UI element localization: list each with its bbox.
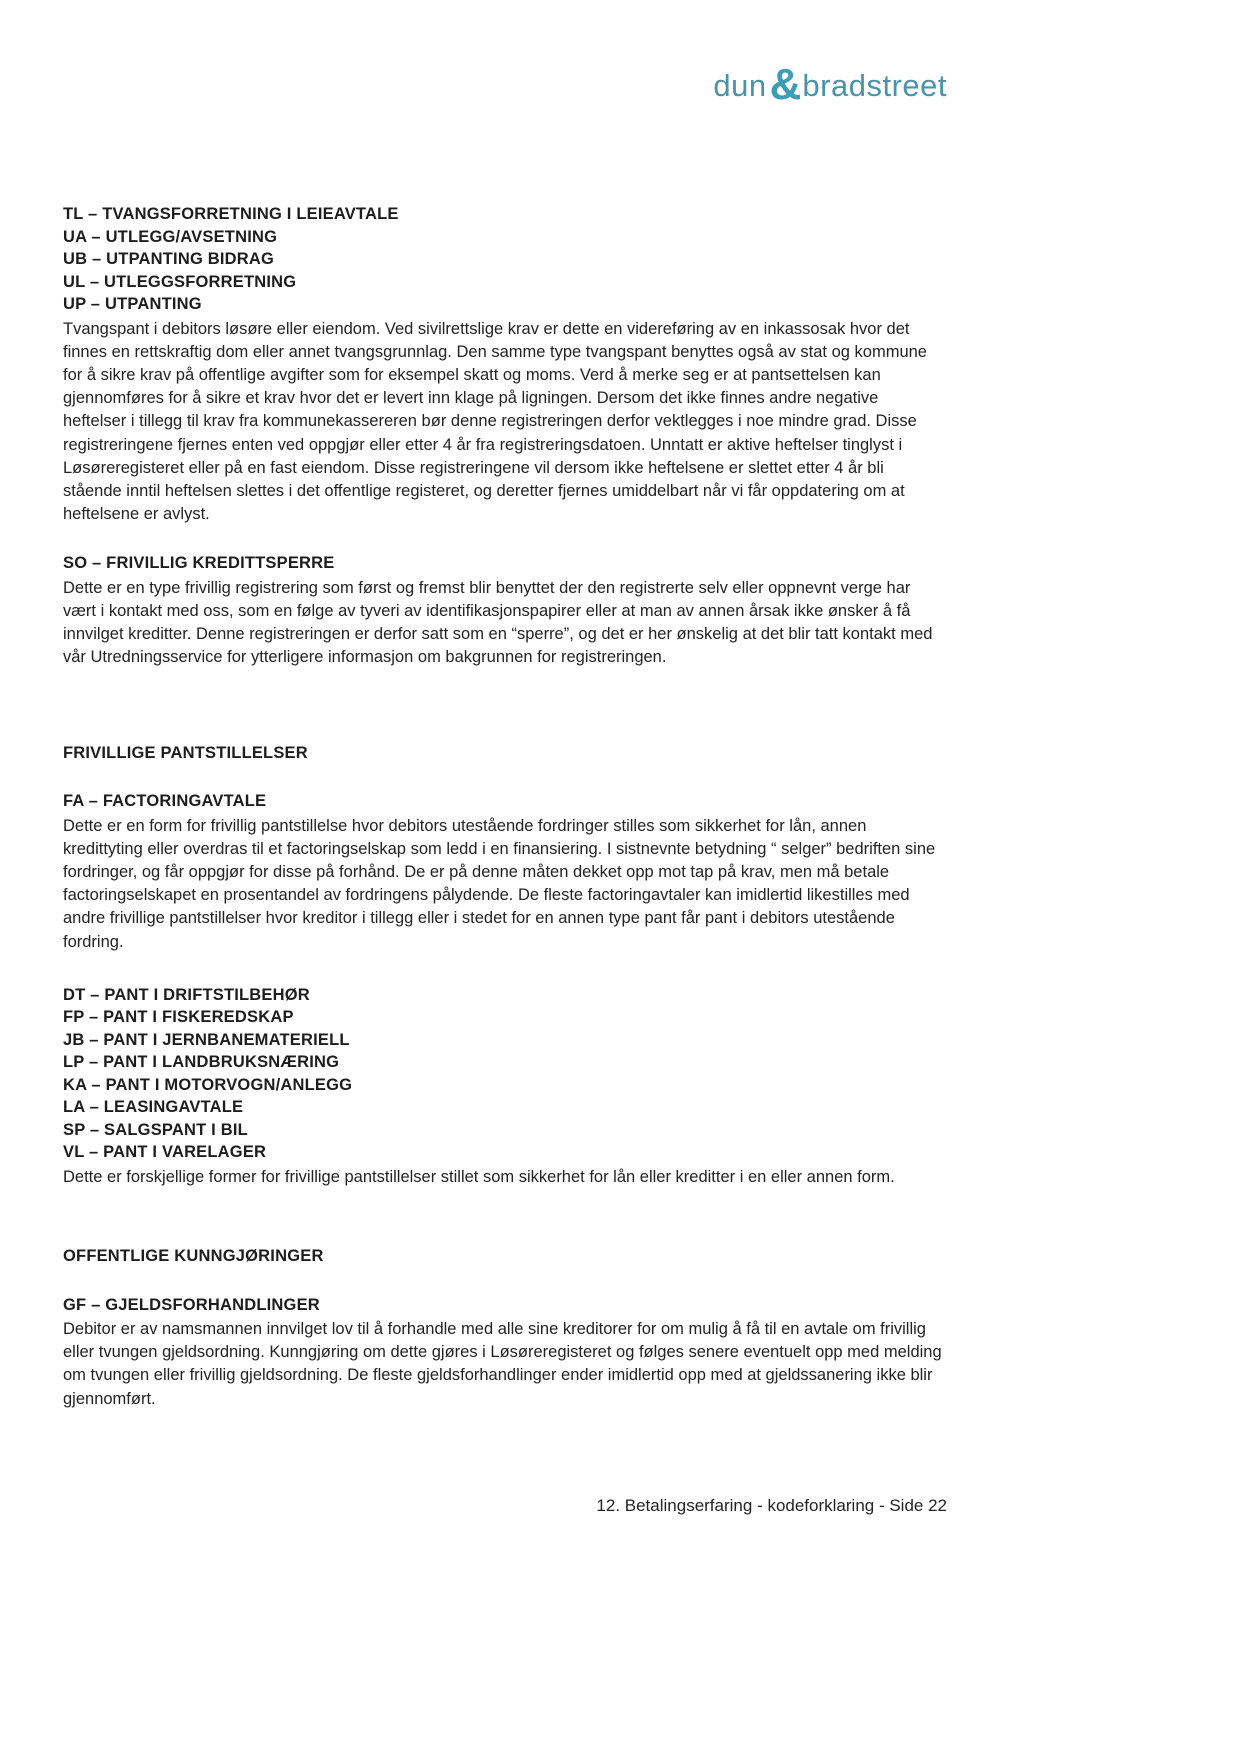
code-heading-vl: VL – PANT I VARELAGER (63, 1143, 267, 1162)
code-heading-ul: UL – UTLEGGSFORRETNING (63, 272, 297, 291)
logo-text-bradstreet: bradstreet (802, 68, 947, 103)
code-heading-la: LA – LEASINGAVTALE (63, 1098, 244, 1117)
section-title-frivillige-pantstillelser: FRIVILLIGE PANTSTILLELSER (63, 743, 308, 762)
code-heading-ka: KA – PANT I MOTORVOGN/ANLEGG (63, 1075, 353, 1094)
code-heading-ub: UB – UTPANTING BIDRAG (63, 250, 275, 268)
code-heading-tl: TL – TVANGSFORRETNING I LEIEAVTALE (63, 205, 399, 223)
code-heading-jb: JB – PANT I JERNBANEMATERIELL (63, 1030, 350, 1049)
code-heading-fp: FP – PANT I FISKEREDSKAP (63, 1008, 294, 1027)
code-heading-gf: GF – GJELDSFORHANDLINGER (63, 1295, 320, 1314)
tvangs-code-group (63, 203, 945, 316)
section-title-offentlige-kunngjoringer: OFFENTLIGE KUNNGJØRINGER (63, 1247, 324, 1266)
dnb-logo: dun & bradstreet (713, 60, 947, 109)
document-content (63, 203, 945, 1411)
pant-paragraph: Dette er forskjellige former for frivillige pantstillelser stillet som sikkerhet for lån eller kreditter i en eller annen form. (63, 1167, 895, 1186)
so-paragraph: Dette er en type frivillig registrering som først og fremst blir benyttet der den registrerte selv eller oppnevnt verge har vært i kontakt med oss, som en følge av tyveri av identifikasjonspapirer eller at man av annen årsak ikke ønsker å få innvilget kreditter. Denne registreringen er derfor satt som en “sperre”, og det er her ønskelig at det blir tatt kontakt med vår Utredningsservice for ytterligere informasjon om bakgrunnen for registreringen. (63, 578, 933, 667)
code-heading-dt: DT – PANT I DRIFTSTILBEHØR (63, 985, 310, 1004)
code-heading-sp: SP – SALGSPANT I BIL (63, 1120, 248, 1139)
pant-code-group (63, 984, 945, 1164)
logo-text-dun: dun (713, 68, 767, 103)
code-heading-lp: LP – PANT I LANDBRUKSNÆRING (63, 1053, 340, 1072)
page-footer: 12. Betalingserfaring - kodeforklaring - Side 22 (596, 1496, 947, 1515)
code-heading-fa: FA – FACTORINGAVTALE (63, 792, 267, 811)
tvangs-paragraph: Tvangspant i debitors løsøre eller eiendom. Ved sivilrettslige krav er dette en videreføring av en inkassosak hvor det finnes en rettskraftig dom eller annet tvangsgrunnlag. Den samme type tvangspant benyttes også av stat og kommune for å sikre krav på offentlige avgifter som for eksempel skatt og moms. Verd å merke seg er at pantsettelsen kan gjennomføres for å sikre et krav hvor det er levert inn klage på ligningen. Dersom det ikke finnes andre negative heftelser i tillegg til krav fra kommunekassereren bør denne registreringen derfor vektlegges i noe mindre grad. Disse registreringene fjernes enten ved oppgjør eller etter 4 år fra registreringsdatoen. Unntatt er aktive heftelser tinglyst i Løsøreregisteret eller på en fast eiendom. Disse registreringene vil dersom ikke heftelsene er slettet etter 4 år bli stående inntil heftelsen slettes i det offentlige registeret, og deretter fjernes umiddelbart når vi får oppdatering om at heftelsene er avlyst. (63, 319, 927, 524)
code-heading-ua: UA – UTLEGG/AVSETNING (63, 227, 278, 246)
code-heading-so: SO – FRIVILLIG KREDITTSPERRE (63, 554, 335, 573)
code-heading-up: UP – UTPANTING (63, 295, 202, 313)
gf-paragraph: Debitor er av namsmannen innvilget lov til å forhandle med alle sine kreditorer for om mulig å få til en avtale om frivillig eller tvungen gjeldsordning. Kunngjøring om dette gjøres i Løsøreregisteret og følges senere eventuelt opp med melding om tvungen eller frivillig gjeldsordning. De fleste gjeldsforhandlinger ender imidlertid opp med at gjeldssanering ikke blir gjennomført. (63, 1320, 942, 1408)
fa-paragraph: Dette er en form for frivillig pantstillelse hvor debitors utestående fordringer stilles som sikkerhet for lån, annen kredittyting eller overdras til et factoringselskap som ledd i en finansiering. I sistnevnte betydning “ selger” bedriften sine fordringer, og får oppgjør for disse på forhånd. De er på denne måten dekket opp mot tap på krav, men må betale factoringselskapet en prosentandel av fordringens pålydende. De fleste factoringavtaler kan imidlertid likestilles med andre frivillige pantstillelser hvor kreditor i tillegg eller i stedet for en annen type pant får pant i debitors utestående fordring. (63, 816, 936, 951)
